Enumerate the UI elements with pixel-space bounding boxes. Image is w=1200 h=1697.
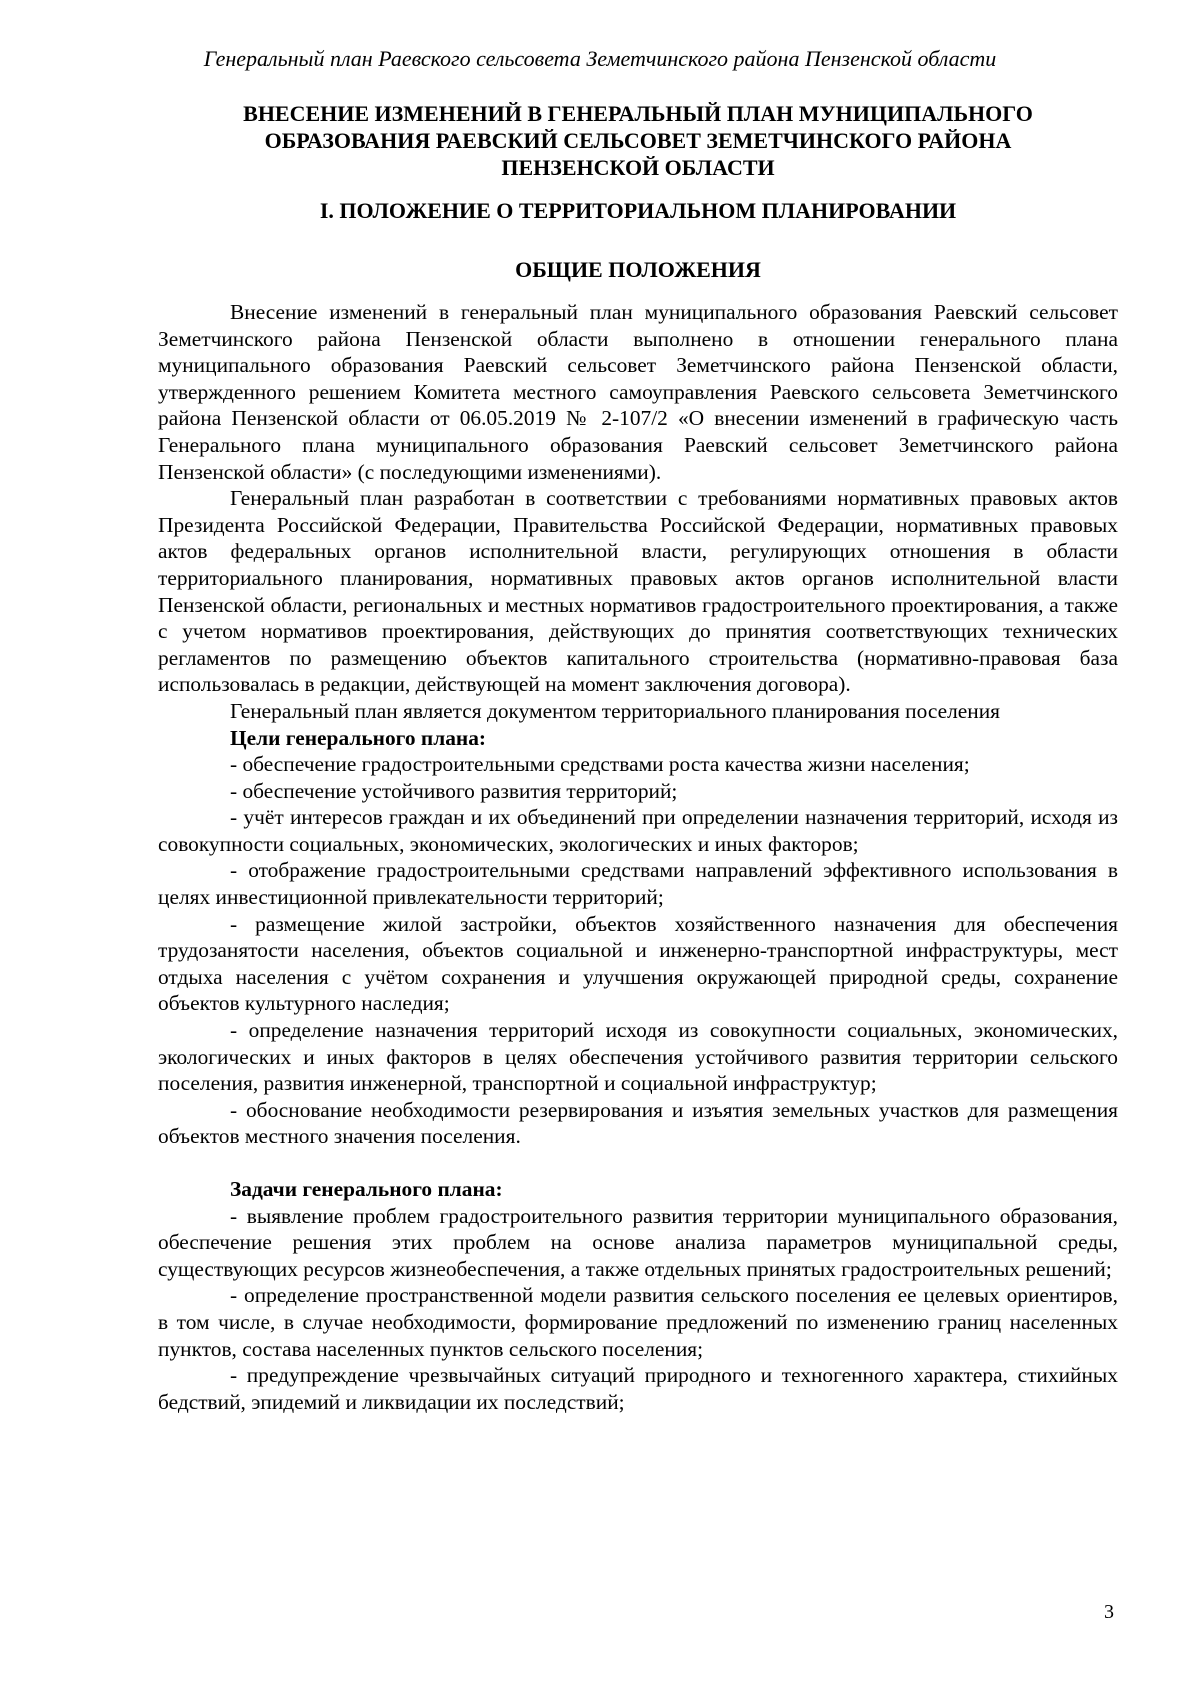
spacer	[158, 1150, 1118, 1176]
goal-item: - обоснование необходимости резервирования и изъятия земельных участков для размещения объектов местного значения поселения.	[158, 1097, 1118, 1149]
task-item: - выявление проблем градостроительного развития территории муниципального образования, обеспечение решения этих проблем на основе анализа параметров муниципальной среды, существующих ресурсов жизнеобеспечения, а также отдельных принятых градостроительных решений;	[158, 1203, 1118, 1281]
goal-item: - обеспечение устойчивого развития территорий;	[230, 778, 678, 803]
task-item: - предупреждение чрезвычайных ситуаций природного и техногенного характера, стихийных бедствий, эпидемий и ликвидации их последствий;	[158, 1363, 1118, 1414]
tasks-heading: Задачи генерального плана:	[230, 1177, 503, 1201]
goal-item: - размещение жилой застройки, объектов хозяйственного назначения для обеспечения трудозанятости населения, объектов социальной и инженерно-транспортной инфраструктуры, мест отдыха населения с учётом сохранения и улучшения окружающей природной среды, сохранение объектов культурного наследия;	[158, 911, 1118, 1016]
intro-paragraph: Генеральный план является документом территориального планирования поселения	[230, 698, 1000, 723]
goals-heading: Цели генерального плана:	[230, 725, 487, 750]
intro-paragraph: Внесение изменений в генеральный план муниципального образования Раевский сельсовет Земетчинского района Пензенской области выполнено в отношении генерального плана муниципального образования Раевский сельсовет Земетчинского района Пензенской области, утвержденного решением Комитета местного самоуправления Раевского сельсовета Земетчинского района Пензенской области от 06.05.2019 № 2-107/2 «О внесении изменений в графическую часть Генерального плана муниципального образования Раевский сельсовет Земетчинского района Пензенской области» (с последующими изменениями).	[158, 300, 1118, 484]
running-header: Генеральный план Раевского сельсовета Земетчинского района Пензенской области	[203, 46, 997, 71]
intro-paragraph: Генеральный план разработан в соответствии с требованиями нормативных правовых актов Президента Российской Федерации, Правительства Российской Федерации, нормативных правовых актов федеральных органов исполнительной власти, регулирующих отношения в области территориального планирования, нормативных правовых актов органов исполнительной власти Пензенской области, региональных и местных нормативов градостроительного проектирования, а также с учетом нормативов проектирования, действующих до принятия соответствующих технических регламентов по размещению объектов капитального строительства (нормативно-правовая база использовалась в редакции, действующей на момент заключения договора).	[158, 486, 1118, 697]
goal-item: - учёт интересов граждан и их объединений при определении назначения территорий, исходя из совокупности социальных, экономических, экологических и иных факторов;	[158, 805, 1118, 856]
subsection-title: ОБЩИЕ ПОЛОЖЕНИЯ	[515, 257, 761, 282]
goal-item: - отображение градостроительными средствами направлений эффективного использования в целях инвестиционной привлекательности территорий;	[158, 858, 1118, 910]
page-content	[158, 100, 1118, 1415]
goal-item: - определение назначения территорий исходя из совокупности социальных, экономических, экологических и иных факторов в целях обеспечения устойчивого развития территории сельского поселения, развития инженерной, транспортной и социальной инфраструктур;	[158, 1018, 1118, 1096]
section-title: I. ПОЛОЖЕНИЕ О ТЕРРИТОРИАЛЬНОМ ПЛАНИРОВАНИИ	[319, 198, 957, 223]
document-title: ВНЕСЕНИЕ ИЗМЕНЕНИЙ В ГЕНЕРАЛЬНЫЙ ПЛАН МУНИЦИПАЛЬНОГО ОБРАЗОВАНИЯ РАЕВСКИЙ СЕЛЬСОВЕТ ЗЕМЕТЧИНСКОГО РАЙОНА ПЕНЗЕНСКОЙ ОБЛАСТИ	[243, 101, 1033, 180]
page-number: 3	[1104, 1601, 1114, 1623]
task-item: - определение пространственной модели развития сельского поселения ее целевых ориентиров, в том числе, в случае необходимости, формирование предложений по изменению границ населенных пунктов, состава населенных пунктов сельского поселения;	[158, 1283, 1118, 1361]
goal-item: - обеспечение градостроительными средствами роста качества жизни населения;	[230, 752, 970, 777]
